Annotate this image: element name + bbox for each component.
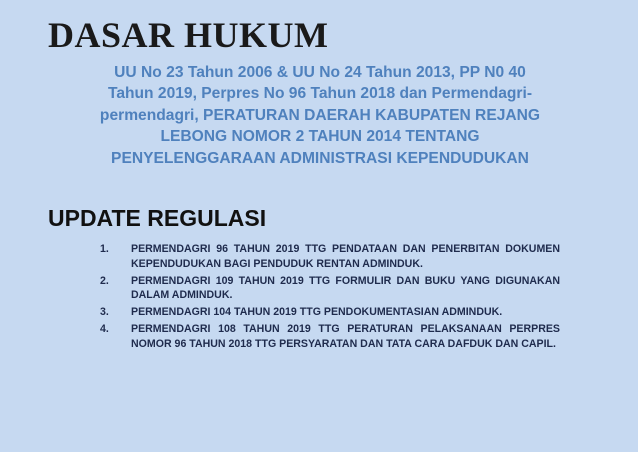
page-title: DASAR HUKUM [48,15,329,55]
regulation-item [100,322,560,352]
update-regulation-heading: UPDATE REGULASI [48,205,267,231]
regulation-number: 2. [100,274,109,287]
regulation-list [100,242,560,354]
regulation-number: 4. [100,322,109,335]
regulation-number: 3. [100,306,109,319]
regulation-item [100,274,560,304]
regulation-text: PERMENDAGRI 108 TAHUN 2019 TTG PERATURAN PELAKSANAAN PERPRES NOMOR 96 TAHUN 2018 TTG PERSYARATAN DAN TATA CARA DAFDUK DAN CAPIL. [131,322,560,350]
regulation-item [100,305,560,320]
regulation-text: PERMENDAGRI 104 TAHUN 2019 TTG PENDOKUMENTASIAN ADMINDUK. [131,306,503,319]
regulation-item [100,242,560,272]
regulation-text: PERMENDAGRI 96 TAHUN 2019 TTG PENDATAAN DAN PENERBITAN DOKUMEN KEPENDUDUKAN BAGI PENDUDUK RENTAN ADMINDUK. [131,243,560,270]
regulation-number: 1. [100,243,109,255]
regulation-text: PERMENDAGRI 109 TAHUN 2019 TTG FORMULIR DAN BUKU YANG DIGUNAKAN DALAM ADMINDUK. [131,274,560,302]
legal-basis-text: UU No 23 Tahun 2006 & UU No 24 Tahun 2013, PP N0 40 Tahun 2019, Perpres No 96 Tahun 2018 dan Permendagri-permendagri, PERATURAN DAERAH KABUPATEN REJANG LEBONG NOMOR 2 TAHUN 2014 TENTANG PENYELENGGARAAN ADMINISTRASI KEPENDUDUKAN [99,64,541,167]
